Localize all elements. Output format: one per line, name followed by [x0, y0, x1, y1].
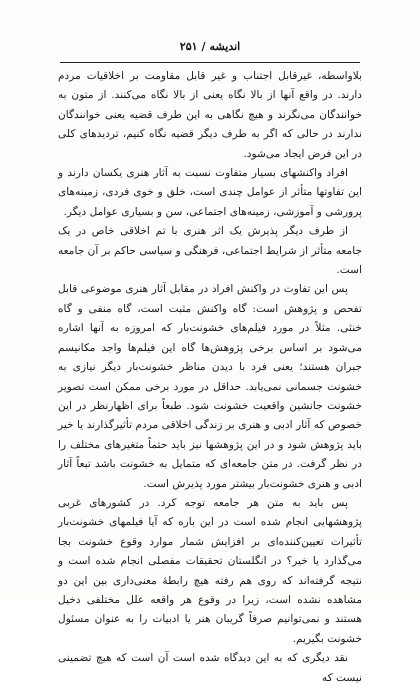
- paragraph: نقد دیگری که به این دیدگاه شده است آن است که هیچ تضمینی نیست که: [58, 652, 362, 684]
- header-rule: [60, 62, 360, 63]
- paragraph: پس باید به متن هر جامعه توجه کرد. در کشورهای غربی پژوهشهایی انجام شده است در این باره که آیا فیلمهای خشونت‌بار تأثیرات تعیین‌کننده‌ای بر افزایش شمار موارد وقوع خشونت بجا می‌گذارد یا خیر؟ در انگلستان تحقیقات مفصلی انجام شده است و نتیجه گرفته‌اند که روی هم رفته هیچ رابطهٔ معنی‌داری بین این دو مشاهده نشده است، زیرا در وقوع هر واقعه علل مختلفی دخیل هستند و نمی‌توانیم صرفاً گریبان هنر یا ادبیات را به عنوان مسئول خشونت بگیریم.: [58, 496, 362, 645]
- journal-title: اندیشه: [209, 40, 241, 53]
- running-header: [60, 40, 360, 62]
- header-separator: /: [201, 40, 206, 53]
- body-text: [58, 67, 362, 688]
- paragraph: بلاواسطه، غیرقابل اجتناب و غیر قابل مقاومت بر اخلاقیات مردم دارند. در واقع آنها از بالا نگاه یعنی از بالا نگاه می‌کنند. از متون به خوانندگان می‌نگرند و هیچ نگاهی به این طرف قضیه یعنی خوانندگان ندارند در حالی که اگر به طرف دیگر قضیه نگاه کنیم، تردیدهای کلی در این فرض ایجاد می‌شود.: [58, 70, 362, 160]
- paragraph: از طرف دیگر پذیرش یک اثر هنری با تم اخلاقی خاص در یک جامعه متأثر از شرایط اجتماعی، فرهنگی و سیاسی حاکم بر آن جامعه است.: [58, 225, 362, 277]
- page-number: ۲۵۱: [179, 40, 198, 53]
- paragraph: افراد واکنشهای بسیار متفاوت نسبت به آثار هنری یکسان دارند و این تفاوتها متأثر از عوامل چندی است، خلق و خوی فردی، زمینه‌های پرورشی و آموزشی، زمینه‌های اجتماعی، سن و بسیاری عوامل دیگر.: [58, 167, 362, 218]
- paragraph: پس این تفاوت در واکنش افراد در مقابل آثار هنری موضوعی قابل تفحص و پژوهش است: گاه واکنش مثبت است، گاه منفی و گاه خنثی. مثلاً در مورد فیلم‌های خشونت‌بار که امروزه به آنها اشاره می‌شود بر اساس برخی پژوهش‌ها گاه این فیلم‌ها واجد مکانیسم جبران هستند؛ یعنی فرد با دیدن مناظر خشونت‌بار دیگر نیازی به خشونت جسمانی نمی‌یابد. حداقل در مورد برخی ممکن است تصویر خشونت جانشین واقعیت خشونت شود. طبعاً برای اظهارنظر در این خصوص که آثار ادبی و هنری بر زندگی اخلاقی مردم تأثیرگذارند یا خیر باید پژوهش شود و در این پژوهشها نیز باید حتماً متغیرهای مختلف را در نظر گرفت. در متن جامعه‌ای که متمایل به خشونت باشد تبعاً آثار ادبی و هنری خشونت‌بار بیشتر مورد پذیرش است.: [58, 283, 362, 490]
